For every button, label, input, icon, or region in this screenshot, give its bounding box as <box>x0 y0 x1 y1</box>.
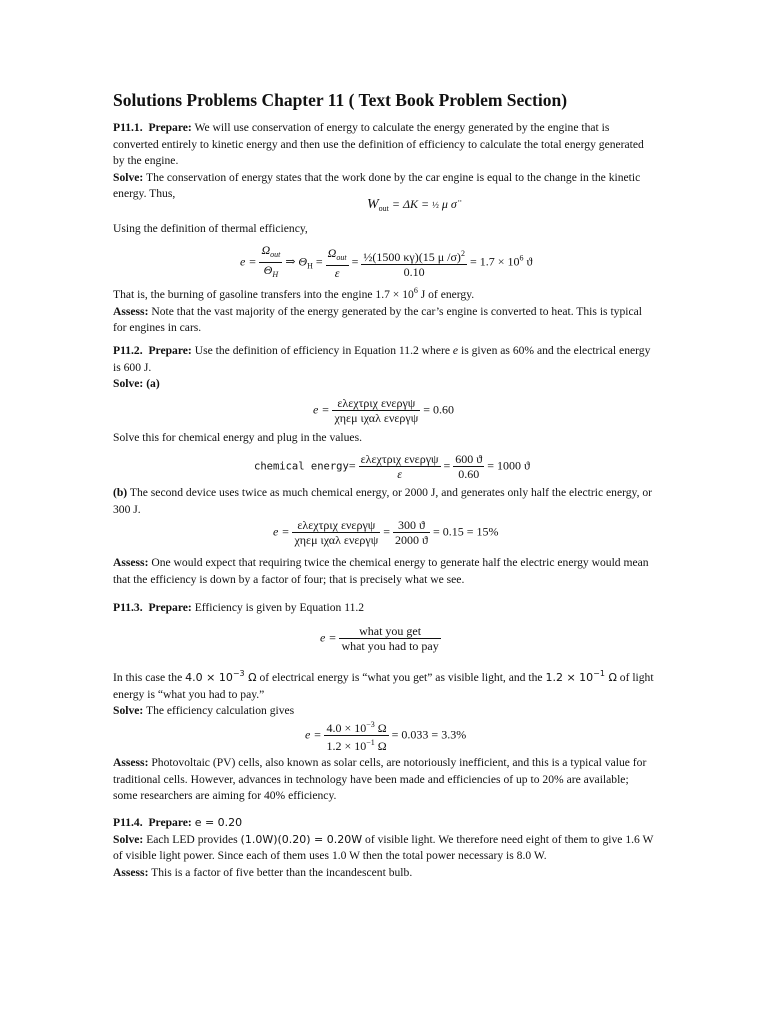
assess-text: This is a factor of five better than the incandescent bulb. <box>151 865 413 879</box>
fraction: $\frac{\text{ελεχτριχ ενεργψ}}{\text{χηεμ ιχαλ ενεργψ}}$ <box>334 396 419 425</box>
assess-text: One would expect that requiring twice the chemical energy to generate half the electric energy would mean that the efficiency is down by a factor of four; that is precisely what we see. <box>113 556 649 586</box>
fraction: $\frac{4.0 \times 10^{-3} \Omega}{1.2 \times 10^{-1} \Omega}$ <box>326 720 387 753</box>
p11-3-case: In this case the $4.0 \times 10^{-3}$ Ω of electrical energy is “what you get” as visible light, and the $1.2 \times 10^{-1}$ Ω of light energy is “what you had to pay.” Solve: The efficiency calculation gives <box>113 669 654 718</box>
problem-label: P11.4. <box>113 816 143 829</box>
assess-label: Assess: <box>113 756 149 769</box>
assess-label: Assess: <box>113 304 149 318</box>
solve-text: The conservation of energy states that the work done by the car engine is equal to the change in the kinetic energy. Thus, <box>113 170 641 201</box>
equation-thermal-efficiency: e = $\frac{\Omega_{out}}{\Theta_H}$ ⇒ $\Theta_H$ = $\frac{\Omega_{out}}{\varepsilon}$ = $\frac{\frac{1}{2}(1500 \kappa\gamma)(15 \mu /\sigma)^2}{0.10}$ = $1.7 \times 10^6$ ϑ <box>240 243 532 282</box>
equation-efficiency-b: e = $\frac{\text{ελεχτριχ ενεργψ}}{\text{χηεμ ιχαλ ενεργψ}}$ = $\frac{300 ϑ}{2000 ϑ}$ = 0.15 = 15% <box>273 518 499 547</box>
solve-label: Solve: <box>113 704 144 718</box>
prepare-label: Prepare: <box>148 601 192 614</box>
equation-efficiency-a: e = $\frac{\text{ελεχτριχ ενεργψ}}{\text{χηεμ ιχαλ ενεργψ}}$ = 0.60 <box>313 396 454 425</box>
prepare-text: We will use conservation of energy to calculate the energy generated by the engine that is converted entirely to kinetic energy and then use the definition of efficiency to calculate the total energy generated by the engine. <box>113 121 644 168</box>
equation-efficiency-definition: e = $\frac{\text{what you get}}{\text{what you had to pay}}$ <box>320 624 439 653</box>
fraction: $\frac{\text{what you get}}{\text{what you had to pay}}$ <box>341 624 439 653</box>
problem-label: P11.3. <box>113 601 143 614</box>
assess-label: Assess: <box>113 556 149 569</box>
fraction: $\frac{600 ϑ}{0.60}$ <box>455 452 483 481</box>
equation-chemical-energy: chemical energy= $\frac{\text{ελεχτριχ ενεργψ}}{\varepsilon}$ = $\frac{600 ϑ}{0.60}$ = 1000 ϑ <box>254 452 530 481</box>
assess-text: Photovoltaic (PV) cells, also known as solar cells, are notoriously inefficient, and this is a typical value for traditional cells. However, advances in technology have been made and efficiencies of up to 20% are available; some researchers are aiming for 40% efficiency. <box>113 756 647 803</box>
fraction: $\frac{300 ϑ}{2000 ϑ}$ <box>395 518 428 547</box>
assess-label: Assess: <box>113 865 149 879</box>
equation-pv-efficiency: e = $\frac{4.0 \times 10^{-3} \Omega}{1.2 \times 10^{-1} \Omega}$ = 0.033 = 3.3% <box>305 720 467 753</box>
p11-2-part-b: (b) The second device uses twice as much chemical energy, or 2000 J, and generates only half the electric energy, or 300 J. <box>113 486 653 516</box>
prepare-label: Prepare: <box>148 816 192 829</box>
equation-work-kinetic: $W_{out} = \Delta K$ = ½ μ σ̈ <box>367 197 457 213</box>
fraction: $\frac{\text{ελεχτριχ ενεργψ}}{\text{χηεμ ιχαλ ενεργψ}}$ <box>294 518 379 547</box>
p11-4-block: P11.4. Prepare: e = 0.20 Solve: Each LED provides (1.0W)(0.20) = 0.20W of visible light. We therefore need eight of them to give 1.6 W of visible light power. Since each of them uses 1.0 W then the total power necessary is 8.0 W. Assess: This is a factor of five better than the incandescent bulb. <box>113 816 654 879</box>
p11-2-prepare: P11.2. Prepare: Use the definition of efficiency in Equation 11.2 where e is given as 60% and the electrical energy is 600 J. Solve: (a) <box>113 344 651 391</box>
fraction: $\frac{\frac{1}{2}(1500 \kappa\gamma)(15 \mu /\sigma)^2}{0.10}$ <box>363 248 465 279</box>
p11-3-prepare: P11.3. Prepare: Efficiency is given by Equation 11.2 <box>113 601 365 614</box>
fraction: $\frac{\text{ελεχτριχ ενεργψ}}{\varepsilon}$ <box>360 452 439 481</box>
fraction: $\frac{\Omega_{out}}{\Theta_H}$ <box>261 243 281 279</box>
using-text: Using the definition of thermal efficiency, <box>113 222 308 235</box>
prepare-label: Prepare: <box>148 121 192 134</box>
p11-1-result: That is, the burning of gasoline transfers into the engine $1.7 \times 10^6$ J of energy. Assess: Note that the vast majority of the energy generated by the car’s engine is converted to heat. This is typical for engines in cars. <box>113 286 642 335</box>
problem-label: P11.2. <box>113 344 143 357</box>
page-title: Solutions Problems Chapter 11 ( Text Book Problem Section) <box>113 90 568 110</box>
p11-1-prepare <box>113 120 655 203</box>
fraction: $\frac{\Omega_{out}}{\varepsilon}$ <box>327 245 347 280</box>
problem-label: P11.1. <box>113 121 143 134</box>
assess-text: Note that the vast majority of the energy generated by the car’s engine is converted to heat. This is typical for engines in cars. <box>113 304 642 335</box>
p11-3-assess <box>113 755 655 805</box>
solve-this-text: Solve this for chemical energy and plug in the values. <box>113 431 362 444</box>
p11-2-assess <box>113 555 655 588</box>
prepare-label: Prepare: <box>148 344 192 357</box>
solve-label: Solve: <box>113 377 144 391</box>
solve-label: Solve: <box>113 170 144 184</box>
solve-label: Solve: <box>113 832 144 846</box>
